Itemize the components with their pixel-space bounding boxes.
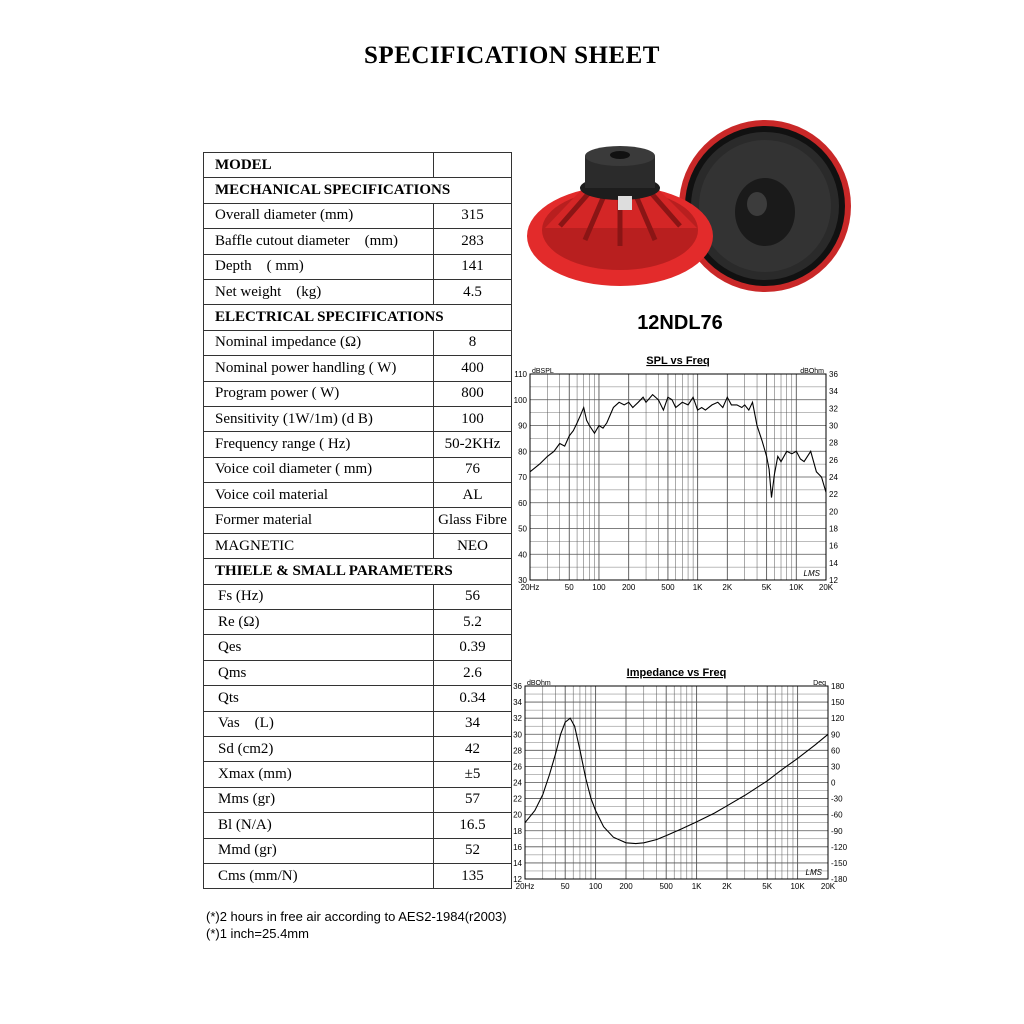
table-row (204, 229, 512, 254)
y-tick-label: 110 (514, 370, 527, 379)
page-title: SPECIFICATION SHEET (364, 42, 660, 69)
spec-value: 56 (434, 584, 512, 609)
chart-title: SPL vs Freq (646, 355, 710, 367)
y-tick-label-right: -60 (831, 810, 843, 820)
spec-label: Xmax (mm) (204, 762, 434, 787)
table-row (204, 356, 512, 381)
section-heading: MECHANICAL SPECIFICATIONS (204, 178, 512, 203)
spec-value: 42 (434, 736, 512, 761)
spec-label: Cms (mm/N) (204, 863, 434, 888)
spec-value: 141 (434, 254, 512, 279)
y-tick-label: 12 (513, 875, 522, 884)
y-tick-label-right: 22 (829, 490, 838, 500)
table-row (204, 711, 512, 736)
x-tick-label: 5K (762, 882, 773, 891)
y-tick-label-right: -180 (831, 875, 848, 884)
chart-watermark: LMS (803, 569, 820, 578)
section-heading: ELECTRICAL SPECIFICATIONS (204, 305, 512, 330)
spec-value: 4.5 (434, 279, 512, 304)
y-tick-label-right: 90 (831, 730, 840, 740)
spec-value: 16.5 (434, 813, 512, 838)
y-tick-label-right: 14 (829, 558, 838, 568)
spec-value: 800 (434, 381, 512, 406)
speaker-photo (525, 118, 845, 303)
spec-value: 283 (434, 229, 512, 254)
section-heading: MODEL (204, 153, 434, 178)
y-tick-label: 26 (513, 762, 522, 772)
x-tick-label: 10K (790, 882, 805, 891)
spec-value: 34 (434, 711, 512, 736)
y-tick-label: 50 (518, 524, 527, 534)
y-tick-label: 40 (518, 550, 527, 560)
section-heading: THIELE & SMALL PARAMETERS (204, 559, 512, 584)
table-row (204, 432, 512, 457)
table-row (204, 863, 512, 888)
spec-label: Voice coil material (204, 483, 434, 508)
y-tick-label: 24 (513, 778, 522, 788)
x-tick-label: 20Hz (515, 882, 535, 891)
data-line (525, 718, 828, 843)
left-axis-unit: dBSPL (532, 368, 554, 375)
table-row (204, 838, 512, 863)
x-tick-label: 1K (691, 882, 702, 891)
y-tick-label: 32 (513, 714, 522, 724)
x-tick-label: 200 (619, 882, 633, 891)
table-row (204, 381, 512, 406)
spec-value: 315 (434, 203, 512, 228)
y-tick-label-right: -150 (831, 858, 848, 868)
y-tick-label-right: 28 (829, 438, 838, 448)
table-row (204, 406, 512, 431)
y-tick-label: 60 (518, 498, 527, 508)
table-row (204, 610, 512, 635)
y-tick-label-right: 180 (831, 682, 845, 691)
table-row (204, 457, 512, 482)
y-tick-label-right: -90 (831, 826, 843, 836)
table-row (204, 279, 512, 304)
spec-value: Glass Fibre (434, 508, 512, 533)
data-line (530, 395, 826, 498)
table-row (204, 254, 512, 279)
table-row (204, 483, 512, 508)
y-tick-label: 30 (513, 730, 522, 740)
x-tick-label: 50 (560, 882, 570, 891)
table-row (204, 584, 512, 609)
y-tick-label: 22 (513, 794, 522, 804)
y-tick-label: 70 (518, 473, 527, 482)
spec-label: Overall diameter (mm) (204, 203, 434, 228)
spec-value: 2.6 (434, 660, 512, 685)
x-tick-label: 2K (722, 882, 732, 891)
spec-value: 135 (434, 863, 512, 888)
y-tick-label: 90 (518, 421, 527, 431)
y-tick-label-right: 30 (831, 762, 840, 772)
spec-label: Bl (N/A) (204, 813, 434, 838)
y-tick-label-right: 26 (829, 455, 838, 465)
y-tick-label-right: -30 (831, 794, 843, 804)
table-row (204, 533, 512, 558)
spec-label: Former material (204, 508, 434, 533)
spec-label: Nominal impedance (Ω) (204, 330, 434, 355)
spec-label: Program power ( W) (204, 381, 434, 406)
table-row (204, 686, 512, 711)
y-tick-label: 16 (513, 842, 522, 852)
spec-label: Nominal power handling ( W) (204, 356, 434, 381)
spec-label: Net weight (kg) (204, 279, 434, 304)
spec-value: 8 (434, 330, 512, 355)
model-name: 12NDL76 (637, 312, 723, 334)
spec-label: Qts (204, 686, 434, 711)
x-tick-label: 10K (789, 583, 804, 592)
right-axis-unit: Deg (813, 680, 826, 687)
y-tick-label-right: 36 (829, 370, 838, 379)
spl-chart-svg (510, 352, 840, 597)
y-tick-label: 14 (513, 858, 522, 868)
x-tick-label: 200 (621, 583, 636, 592)
y-tick-label: 18 (513, 826, 522, 836)
y-tick-label-right: 0 (831, 778, 836, 788)
y-tick-label: 30 (518, 576, 527, 585)
table-row (204, 559, 512, 584)
y-tick-label: 34 (513, 698, 522, 708)
y-tick-label-right: 120 (831, 714, 845, 724)
footnote-1: (*)2 hours in free air according to AES2-1984(r2003) (206, 909, 507, 924)
spec-value: NEO (434, 533, 512, 558)
x-tick-label: 20K (818, 583, 834, 592)
spec-label: Mms (gr) (204, 787, 434, 812)
spec-label: Qms (204, 660, 434, 685)
x-tick-label: 20Hz (520, 583, 540, 592)
spec-value: 100 (434, 406, 512, 431)
spec-label: Qes (204, 635, 434, 660)
y-tick-label-right: 20 (829, 507, 838, 517)
y-tick-label: 80 (518, 447, 527, 457)
spec-value: 50-2KHz (434, 432, 512, 457)
spec-value: 76 (434, 457, 512, 482)
y-tick-label-right: 18 (829, 524, 838, 534)
y-tick-label-right: 12 (829, 576, 838, 585)
table-row (204, 660, 512, 685)
spec-label: Frequency range ( Hz) (204, 432, 434, 457)
impedance-chart-svg (510, 664, 848, 894)
spec-value: 52 (434, 838, 512, 863)
x-tick-label: 1K (692, 583, 703, 592)
impedance-chart (510, 664, 848, 899)
table-row (204, 305, 512, 330)
spec-label: Mmd (gr) (204, 838, 434, 863)
table-row (204, 153, 512, 178)
table-row (204, 330, 512, 355)
spec-value: 0.39 (434, 635, 512, 660)
x-tick-label: 20K (820, 882, 836, 891)
spec-label: Baffle cutout diameter (mm) (204, 229, 434, 254)
spec-label: Fs (Hz) (204, 584, 434, 609)
x-tick-label: 5K (761, 583, 772, 592)
chart-watermark: LMS (805, 868, 822, 877)
x-tick-label: 500 (659, 882, 673, 891)
spec-value: 5.2 (434, 610, 512, 635)
speaker-rear-view (527, 146, 713, 286)
y-tick-label-right: 150 (831, 698, 845, 708)
spec-label: Sd (cm2) (204, 736, 434, 761)
right-axis-unit: dBOhm (800, 368, 824, 375)
spec-value: 57 (434, 787, 512, 812)
left-axis-unit: dBOhm (527, 680, 551, 687)
x-tick-label: 100 (592, 583, 606, 592)
y-tick-label-right: 30 (829, 421, 838, 431)
spec-value: 0.34 (434, 686, 512, 711)
table-row (204, 203, 512, 228)
y-tick-label-right: 60 (831, 746, 840, 756)
table-row (204, 635, 512, 660)
x-tick-label: 500 (661, 583, 675, 592)
spec-value: 400 (434, 356, 512, 381)
chart-title: Impedance vs Freq (626, 667, 727, 679)
table-row (204, 736, 512, 761)
spec-value: AL (434, 483, 512, 508)
y-tick-label: 36 (513, 682, 522, 691)
table-row (204, 787, 512, 812)
x-tick-label: 100 (588, 882, 603, 891)
y-tick-label-right: 32 (829, 404, 838, 414)
x-tick-label: 2K (722, 583, 733, 592)
y-tick-label-right: 34 (829, 387, 838, 397)
spec-label: MAGNETIC (204, 533, 434, 558)
footnote-2: (*)1 inch=25.4mm (206, 926, 309, 941)
y-tick-label-right: 16 (829, 541, 838, 551)
y-tick-label: 28 (513, 746, 522, 756)
table-row (204, 813, 512, 838)
spec-label: Vas (L) (204, 711, 434, 736)
spec-value (434, 153, 512, 178)
y-tick-label: 100 (513, 395, 527, 405)
speaker-front-view (679, 120, 851, 292)
spec-label: Re (Ω) (204, 610, 434, 635)
spec-value: ±5 (434, 762, 512, 787)
y-tick-label-right: -120 (831, 842, 848, 852)
footnotes (206, 908, 507, 942)
table-row (204, 178, 512, 203)
spl-chart (510, 352, 840, 602)
y-tick-label-right: 24 (829, 473, 838, 482)
y-tick-label: 20 (513, 810, 522, 820)
spec-label: Depth ( mm) (204, 254, 434, 279)
table-row (204, 508, 512, 533)
spec-table (203, 152, 512, 889)
spec-label: Sensitivity (1W/1m) (d B) (204, 406, 434, 431)
table-row (204, 762, 512, 787)
spec-label: Voice coil diameter ( mm) (204, 457, 434, 482)
x-tick-label: 50 (564, 583, 574, 592)
